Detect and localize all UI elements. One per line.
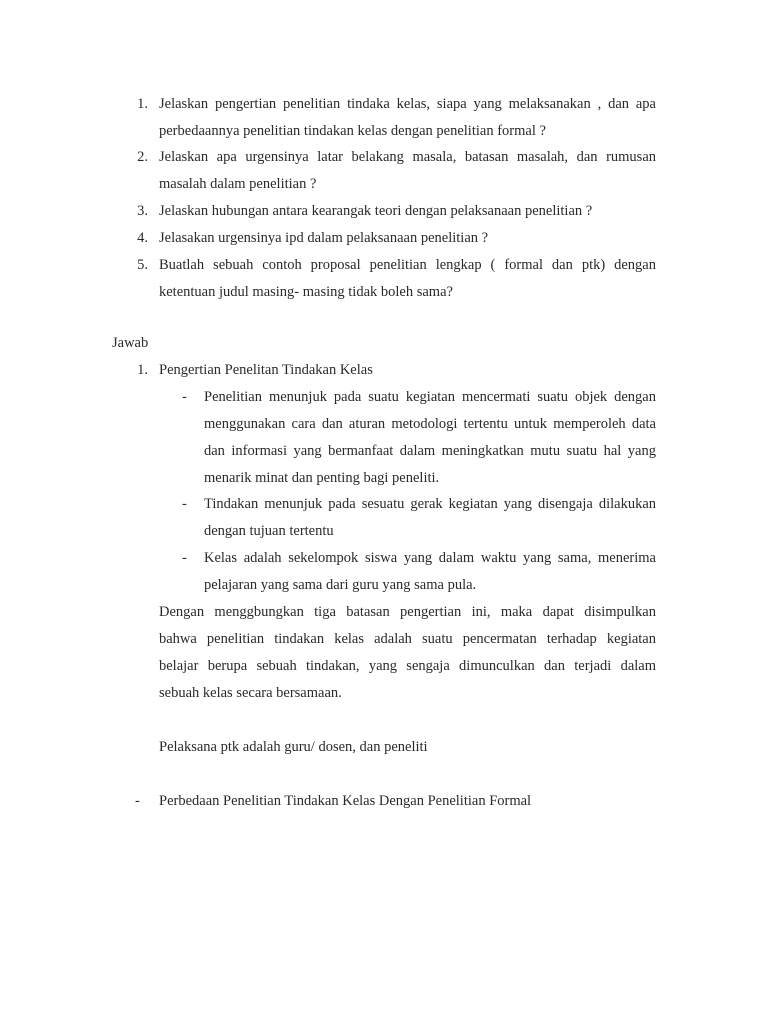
answer-number: 1. [137, 362, 148, 378]
question-number: 4. [137, 230, 148, 246]
pelaksana-statement: Pelaksana ptk adalah guru/ dosen, dan peneliti [159, 739, 428, 755]
bullet-dash: - [182, 389, 187, 405]
paragraph-line: sebuah kelas secara bersamaan. [159, 685, 342, 701]
question-text-line: Jelaskan pengertian penelitian tindaka kelas, siapa yang melaksanakan , dan apa [159, 96, 656, 112]
question-number: 5. [137, 257, 148, 273]
bullet-text-line: Kelas adalah sekelompok siswa yang dalam waktu yang sama, menerima [204, 550, 656, 566]
bullet-text-line: menggunakan cara dan aturan metodologi tertentu untuk memperoleh data [204, 416, 656, 432]
bullet-text-line: dan informasi yang bermanfaat dalam meningkatkan mutu suatu hal yang [204, 443, 656, 459]
bullet-text-line: menarik minat dan penting bagi peneliti. [204, 470, 440, 486]
paragraph-line: belajar berupa sebuah tindakan, yang sengaja dimunculkan dan terjadi dalam [159, 658, 656, 674]
answer-heading: Jawab [112, 335, 149, 351]
bullet-dash: - [182, 496, 187, 512]
question-text-line: masalah dalam penelitian ? [159, 176, 317, 192]
paragraph-line: Dengan menggbungkan tiga batasan pengertian ini, maka dapat disimpulkan [159, 604, 656, 620]
question-text-line: perbedaannya penelitian tindakan kelas dengan penelitian formal ? [159, 123, 546, 139]
bullet-text-line: Tindakan menunjuk pada sesuatu gerak kegiatan yang disengaja dilakukan [204, 496, 656, 512]
question-number: 1. [137, 96, 148, 112]
question-number: 2. [137, 149, 148, 165]
answer-title: Pengertian Penelitan Tindakan Kelas [159, 362, 373, 378]
question-text-line: Jelasakan urgensinya ipd dalam pelaksanaan penelitian ? [159, 230, 489, 246]
paragraph-line: bahwa penelitian tindakan kelas adalah suatu pencermatan terhadap kegiatan [159, 631, 656, 647]
bullet-text-line: Penelitian menunjuk pada suatu kegiatan mencermati suatu objek dengan [204, 389, 656, 405]
question-text-line: Buatlah sebuah contoh proposal penelitian lengkap ( formal dan ptk) dengan [159, 257, 656, 273]
question-text-line: ketentuan judul masing- masing tidak boleh sama? [159, 284, 453, 300]
perbedaan-title: Perbedaan Penelitian Tindakan Kelas Dengan Penelitian Formal [159, 793, 532, 809]
question-number: 3. [137, 203, 148, 219]
bullet-dash: - [135, 793, 140, 809]
question-text-line: Jelaskan hubungan antara kearangak teori dengan pelaksanaan penelitian ? [159, 203, 593, 219]
question-text-line: Jelaskan apa urgensinya latar belakang masala, batasan masalah, dan rumusan [159, 149, 656, 165]
bullet-text-line: pelajaran yang sama dari guru yang sama pula. [204, 577, 477, 593]
bullet-text-line: dengan tujuan tertentu [204, 523, 334, 539]
bullet-dash: - [182, 550, 187, 566]
